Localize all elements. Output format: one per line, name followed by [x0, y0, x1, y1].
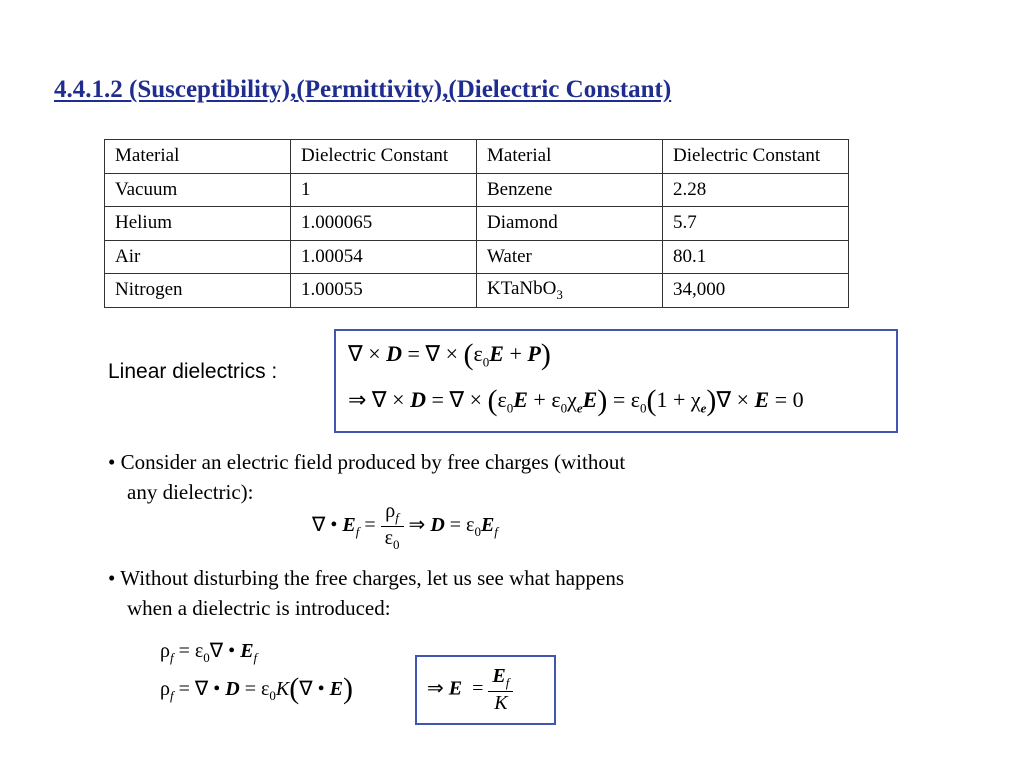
equation-e-over-k: ⇒ E = $\frac{E_f}{K}$ — [427, 665, 513, 715]
table-cell: 1.000065 — [291, 207, 477, 241]
equation-curl-d-expanded: ⇒ ∇ × D = ∇ × $(\varepsilon_0E + \varepsilon_0\chi_eE) = \varepsilon_0(1 + \chi_e)\nabla \times E = 0$ — [348, 384, 804, 417]
equation-rho-free-dielectric: $\rho_f$ = ∇ • $D = \varepsilon_0K(\nabla$ • E) — [160, 672, 353, 705]
table-cell: 80.1 — [663, 240, 849, 274]
table-cell: Water — [477, 240, 663, 274]
table-row — [105, 274, 849, 308]
linear-dielectrics-equation-box — [334, 329, 898, 433]
table-header-cell: Dielectric Constant — [291, 140, 477, 174]
table-cell: 34,000 — [663, 274, 849, 308]
table-cell: 5.7 — [663, 207, 849, 241]
table-cell: 2.28 — [663, 173, 849, 207]
table-cell: Benzene — [477, 173, 663, 207]
table-cell: Diamond — [477, 207, 663, 241]
table-cell — [477, 274, 663, 308]
table-cell: Helium — [105, 207, 291, 241]
dielectric-constant-table — [104, 139, 849, 308]
table-header-cell: Material — [477, 140, 663, 174]
table-cell: 1.00055 — [291, 274, 477, 308]
bullet-dielectric-introduced: • Without disturbing the free charges, let us see what happens — [108, 566, 625, 590]
table-header-row — [105, 140, 849, 174]
table-cell: 1 — [291, 173, 477, 207]
equation-rho-free: $\rho_f = \varepsilon_0\nabla$ • $E_f$ — [160, 640, 258, 665]
table-header-cell: Dielectric Constant — [663, 140, 849, 174]
table-row — [105, 240, 849, 274]
bullet-free-charges-cont: any dielectric): — [127, 480, 254, 504]
equation-curl-d: ∇ × D = ∇ × $(\varepsilon_0E + P)$ — [348, 338, 551, 371]
page-title: 4.4.1.2 (Susceptibility),(Permittivity),(Dielectric Constant) — [54, 76, 672, 103]
bullet-free-charges: • Consider an electric field produced by free charges (without — [108, 450, 626, 474]
table-cell: Vacuum — [105, 173, 291, 207]
bullet-dielectric-introduced-cont: when a dielectric is introduced: — [127, 596, 391, 620]
table-row — [105, 207, 849, 241]
table-header-cell: Material — [105, 140, 291, 174]
table-cell: Air — [105, 240, 291, 274]
linear-dielectrics-label: Linear dielectrics : — [108, 360, 278, 383]
formula-subscript: 3 — [556, 286, 563, 302]
equation-gauss-free: ∇ • $E_f$ = $\frac{\rho_f}{\varepsilon_0}$ ⇒ $D = \varepsilon_0E_f$ — [312, 500, 498, 552]
table-cell: Nitrogen — [105, 274, 291, 308]
table-cell: 1.00054 — [291, 240, 477, 274]
formula-text: KTaNbO — [487, 277, 557, 299]
result-equation-box — [415, 655, 556, 725]
table-row — [105, 173, 849, 207]
